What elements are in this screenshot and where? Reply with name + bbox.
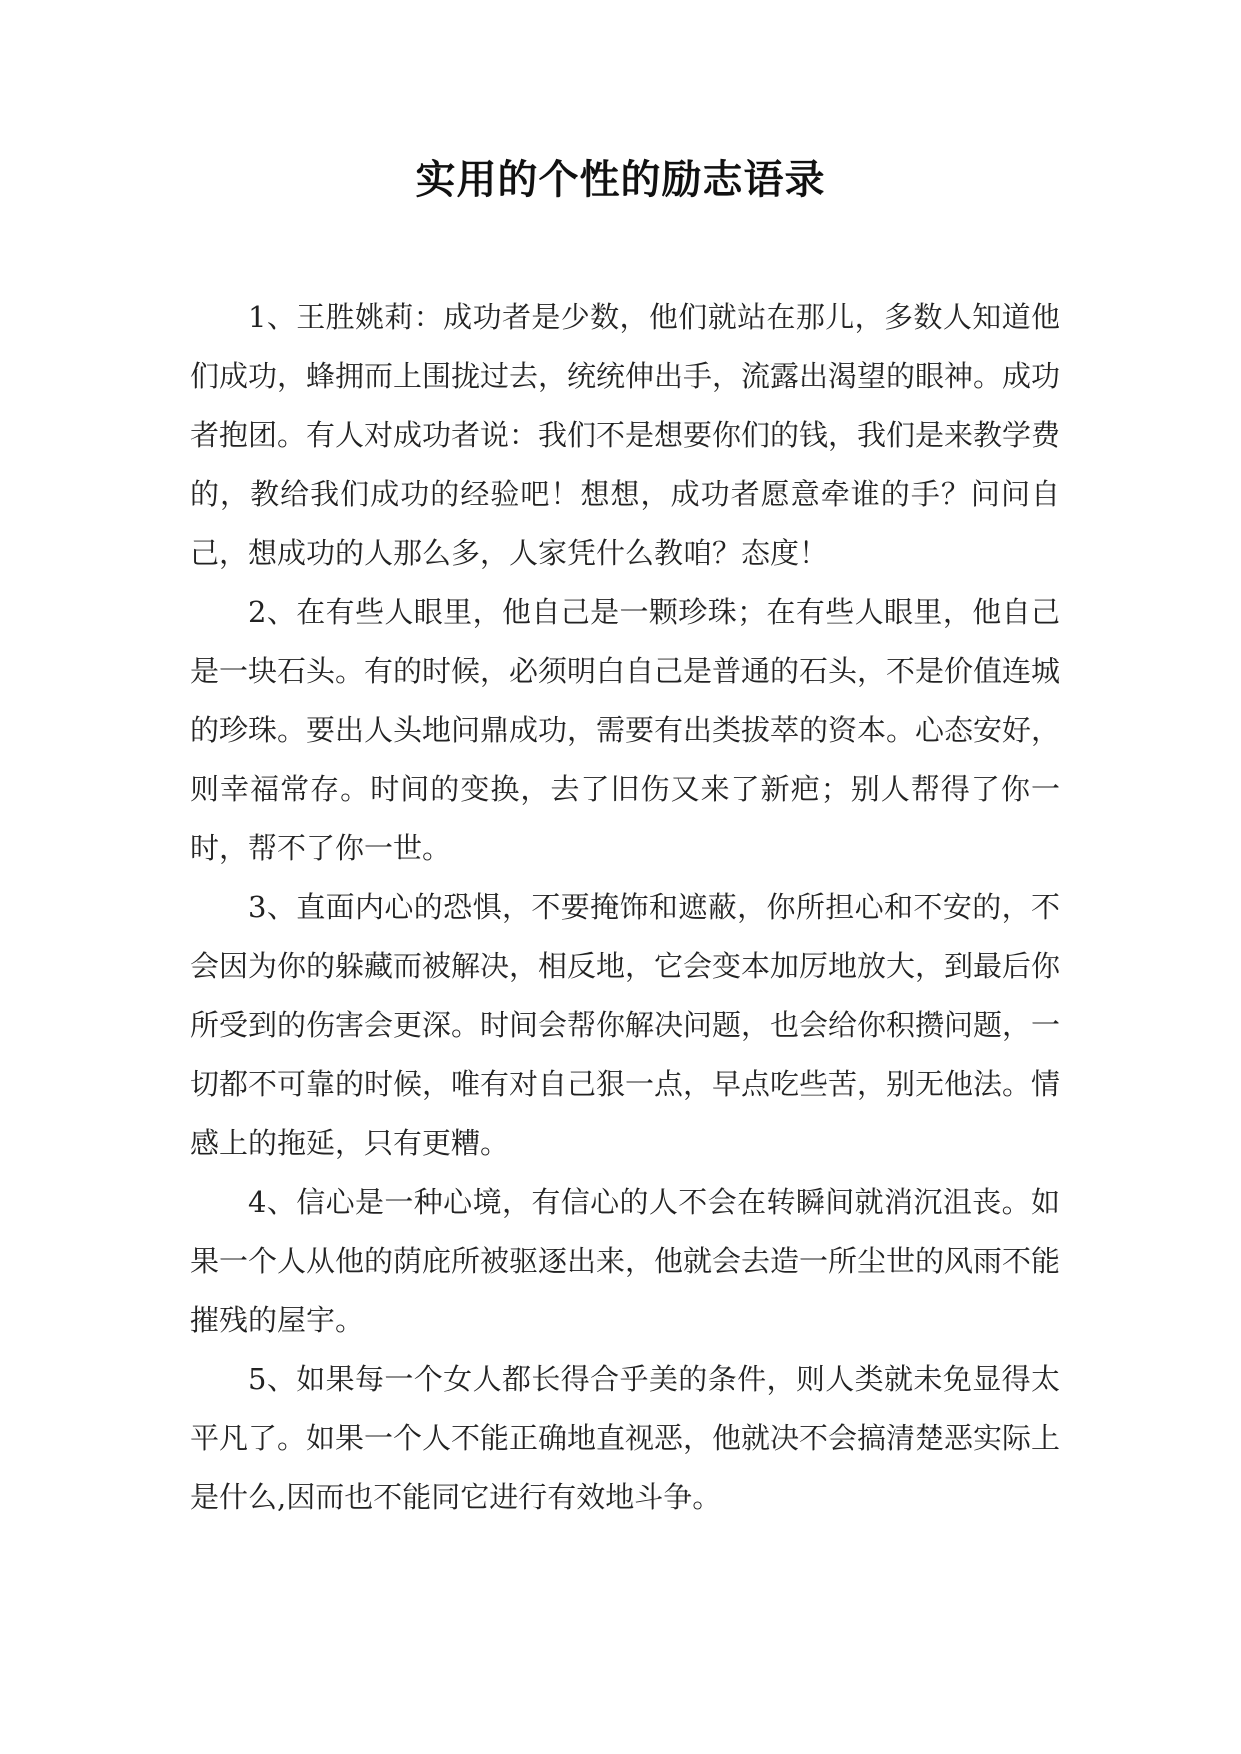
document-title: 实用的个性的励志语录 (415, 156, 826, 203)
document-body (190, 288, 1060, 1527)
paragraph-5: 5、如果每一个女人都长得合乎美的条件，则人类就未免显得太平凡了。如果一个人不能正确地直视恶，他就决不会搞清楚恶实际上是什么,因而也不能同它进行有效地斗争。 (190, 1362, 1061, 1514)
paragraph-2: 2、在有些人眼里，他自己是一颗珍珠；在有些人眼里，他自己是一块石头。有的时候，必须明白自己是普通的石头，不是价值连城的珍珠。要出人头地问鼎成功，需要有出类拔萃的资本。心态安好，则幸福常存。时间的变换，去了旧伤又来了新疤；别人帮得了你一时，帮不了你一世。 (190, 595, 1061, 865)
paragraph-3: 3、直面内心的恐惧，不要掩饰和遮蔽，你所担心和不安的，不会因为你的躲藏而被解决，相反地，它会变本加厉地放大，到最后你所受到的伤害会更深。时间会帮你解决问题，也会给你积攒问题，一切都不可靠的时候，唯有对自己狠一点，早点吃些苦，别无他法。情感上的拖延，只有更糟。 (190, 890, 1061, 1160)
paragraph-4: 4、信心是一种心境，有信心的人不会在转瞬间就消沉沮丧。如果一个人从他的荫庇所被驱逐出来，他就会去造一所尘世的风雨不能摧残的屋宇。 (190, 1185, 1061, 1337)
paragraph-1: 1、王胜姚莉：成功者是少数，他们就站在那儿，多数人知道他们成功，蜂拥而上围拢过去，统统伸出手，流露出渴望的眼神。成功者抱团。有人对成功者说：我们不是想要你们的钱，我们是来教学费的，教给我们成功的经验吧！想想，成功者愿意牵谁的手？问问自己，想成功的人那么多，人家凭什么教咱？态度！ (190, 300, 1061, 570)
